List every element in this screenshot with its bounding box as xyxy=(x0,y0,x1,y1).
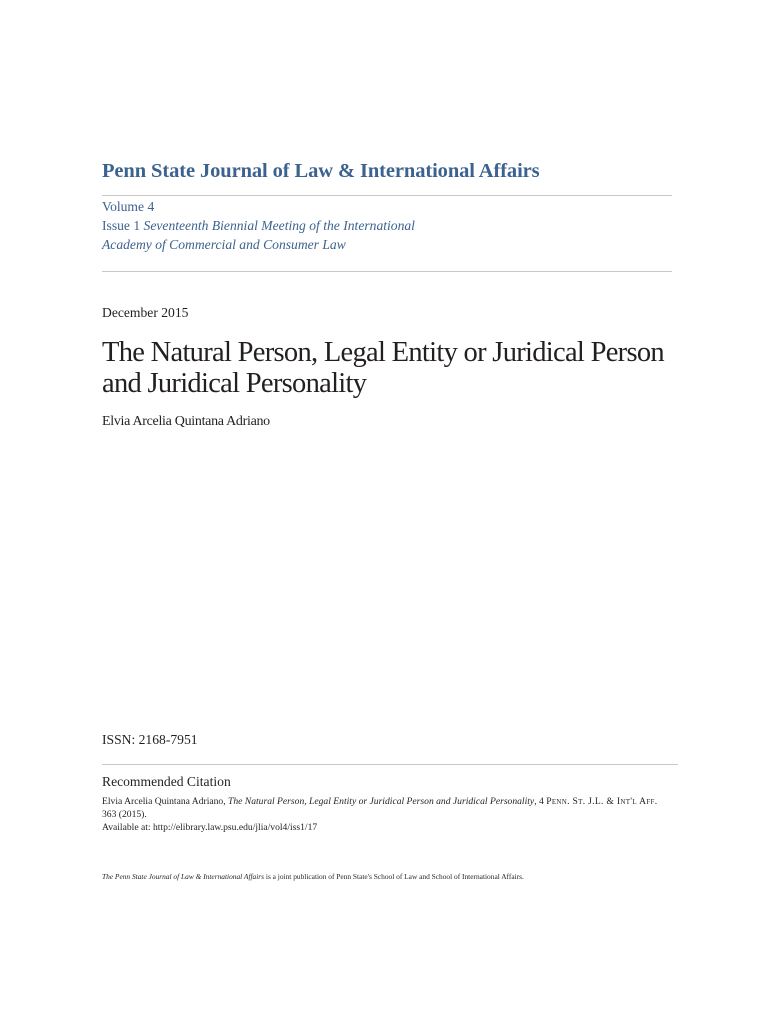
citation-title: The Natural Person, Legal Entity or Juridical Person and Juridical Personality xyxy=(228,796,535,807)
footer-journal-name: The Penn State Journal of Law & International Affairs xyxy=(102,872,265,881)
issn: ISSN: 2168-7951 xyxy=(102,732,198,747)
article-author: Elvia Arcelia Quintana Adriano xyxy=(102,414,270,429)
publication-date: December 2015 xyxy=(102,305,189,320)
citation-available-link[interactable]: Available at: http://elibrary.law.psu.edu/jlia/vol4/iss1/17 xyxy=(102,822,318,833)
footer-note xyxy=(102,872,524,881)
divider-top xyxy=(102,195,672,196)
volume-link[interactable]: Volume 4 xyxy=(102,199,155,214)
journal-title-link[interactable]: Penn State Journal of Law & International Affairs xyxy=(102,160,540,182)
citation-author: Elvia Arcelia Quintana Adriano, xyxy=(102,796,229,807)
issue-title: Seventeenth Biennial Meeting of the International Academy of Commercial and Consumer Law xyxy=(102,218,415,252)
volume-issue-block xyxy=(102,197,422,254)
issue-label: Issue 1 xyxy=(102,218,141,233)
divider-middle xyxy=(102,271,672,272)
citation-text xyxy=(102,795,674,834)
issue-link[interactable] xyxy=(102,216,422,254)
citation-journal-abbrev: Penn. St. J.L. & Int'l Aff. xyxy=(546,796,658,807)
recommended-citation-heading: Recommended Citation xyxy=(102,774,231,789)
footer-text: is a joint publication of Penn State's School of Law and School of International Affairs. xyxy=(264,872,524,881)
citation-volume-sep: , 4 xyxy=(534,796,547,807)
citation-pages: 363 (2015). xyxy=(102,809,147,820)
article-title: The Natural Person, Legal Entity or Juridical Person and Juridical Personality xyxy=(102,337,664,399)
divider-citation xyxy=(102,764,678,765)
